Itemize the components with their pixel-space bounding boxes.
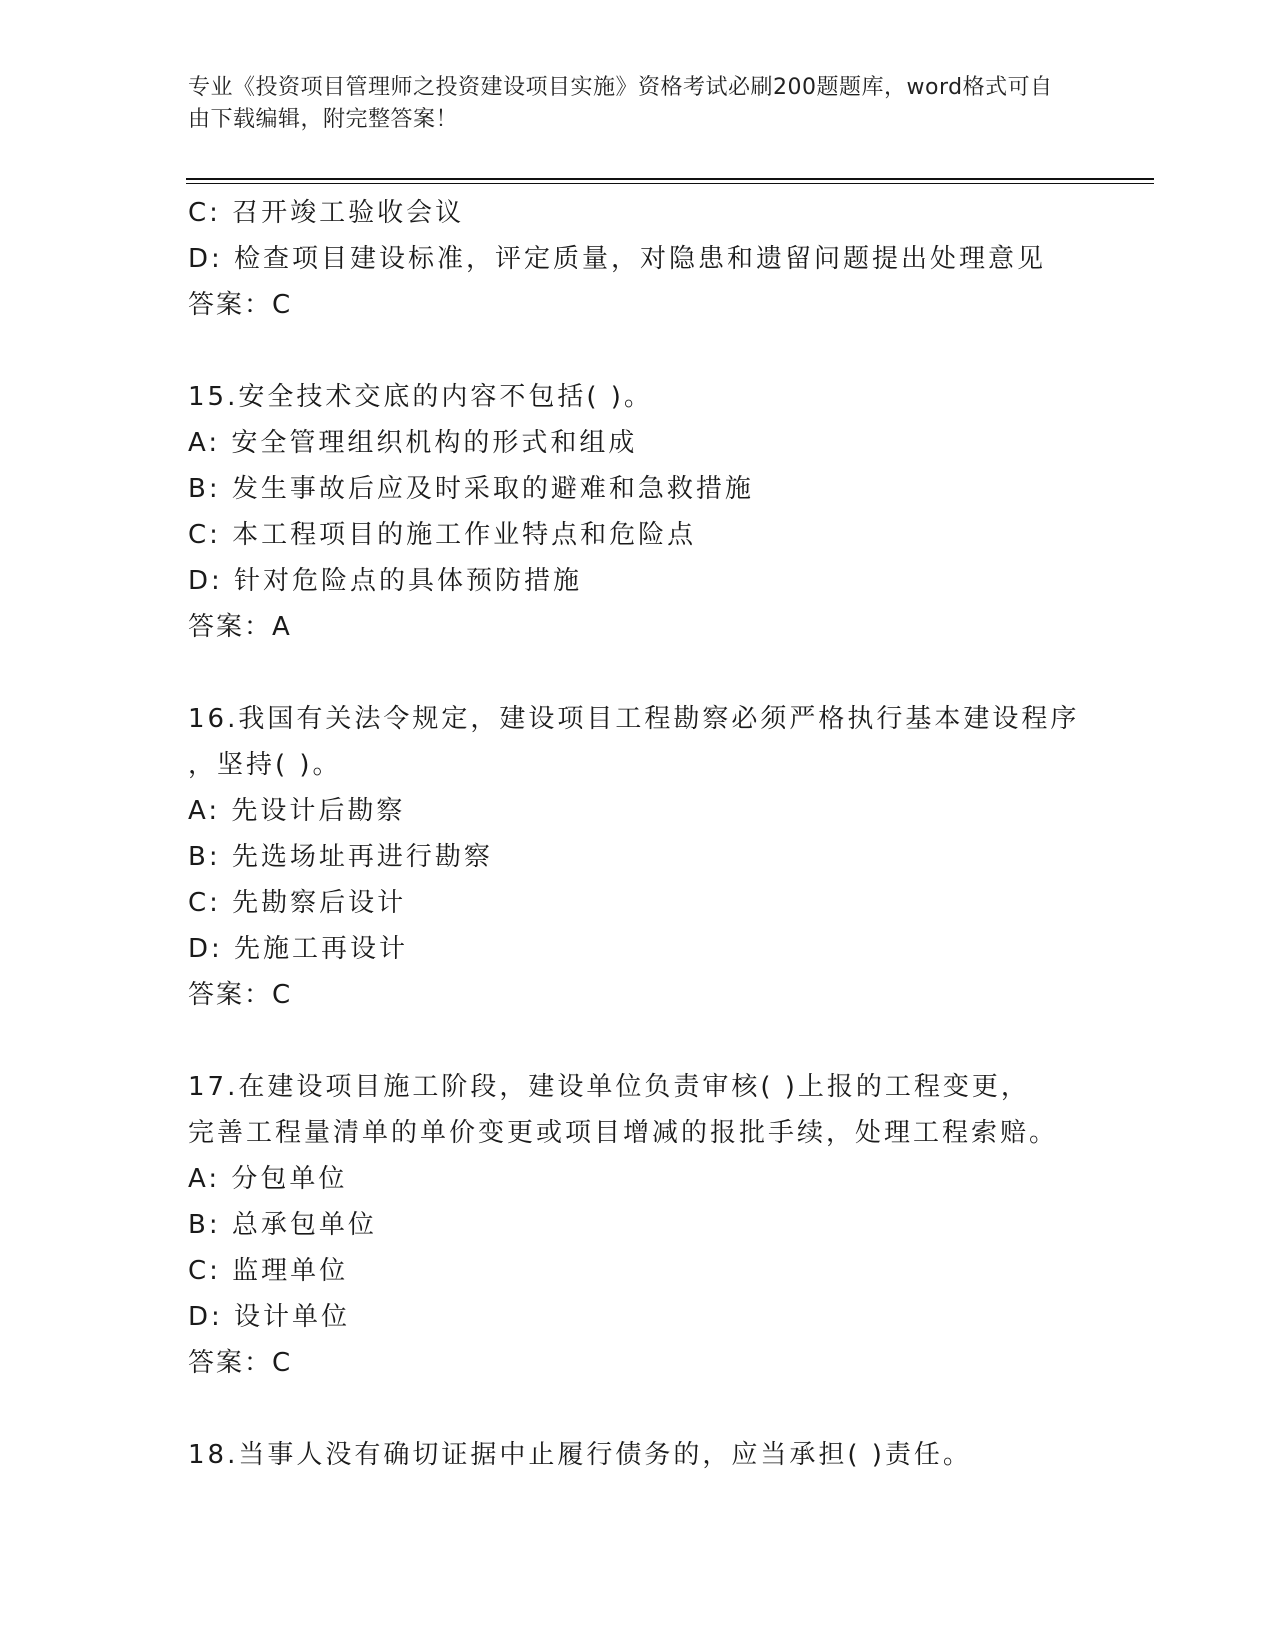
prev-answer: 答案：C — [188, 290, 293, 320]
q18-stem: 18.当事人没有确切证据中止履行债务的，应当承担( )责任。 — [188, 1440, 972, 1470]
q16-option-d: D: 先施工再设计 — [188, 934, 409, 964]
q17-option-c: C: 监理单位 — [188, 1256, 349, 1286]
q17-stem-line2: 完善工程量清单的单价变更或项目增减的报批手续，处理工程索赔。 — [188, 1118, 1059, 1148]
q17-answer: 答案：C — [188, 1348, 293, 1378]
prev-option-d: D: 检查项目建设标准，评定质量，对隐患和遗留问题提出处理意见 — [188, 244, 1047, 274]
document-header: 专业《投资项目管理师之投资建设项目实施》资格考试必刷200题题库，word格式可自由下载编辑，附完整答案！ — [188, 75, 1053, 132]
q15-option-d: D: 针对危险点的具体预防措施 — [188, 566, 583, 596]
q15-stem: 15.安全技术交底的内容不包括( )。 — [188, 382, 653, 412]
q15-option-b: B: 发生事故后应及时采取的避难和急救措施 — [188, 474, 754, 504]
q17-option-b: B: 总承包单位 — [188, 1210, 377, 1240]
q17-option-d: D: 设计单位 — [188, 1302, 351, 1332]
q15-option-c: C: 本工程项目的施工作业特点和危险点 — [188, 520, 697, 550]
q16-answer: 答案：C — [188, 980, 293, 1010]
q16-option-c: C: 先勘察后设计 — [188, 888, 407, 918]
q16-option-a: A: 先设计后勘察 — [188, 796, 406, 826]
q15-option-a: A: 安全管理组织机构的形式和组成 — [188, 428, 638, 458]
q16-option-b: B: 先选场址再进行勘察 — [188, 842, 493, 872]
header-divider-thick — [186, 178, 1154, 180]
prev-option-c: C: 召开竣工验收会议 — [188, 198, 465, 228]
q15-answer: 答案：A — [188, 612, 292, 642]
q17-stem-line1: 17.在建设项目施工阶段，建设单位负责审核( )上报的工程变更， — [188, 1072, 1030, 1102]
header-divider-thin — [186, 183, 1154, 184]
q17-option-a: A: 分包单位 — [188, 1164, 348, 1194]
question-list — [188, 190, 1088, 1478]
q16-stem-line1: 16.我国有关法令规定，建设项目工程勘察必须严格执行基本建设程序 — [188, 704, 1080, 734]
q16-stem-line2: ，坚持( )。 — [188, 750, 342, 780]
